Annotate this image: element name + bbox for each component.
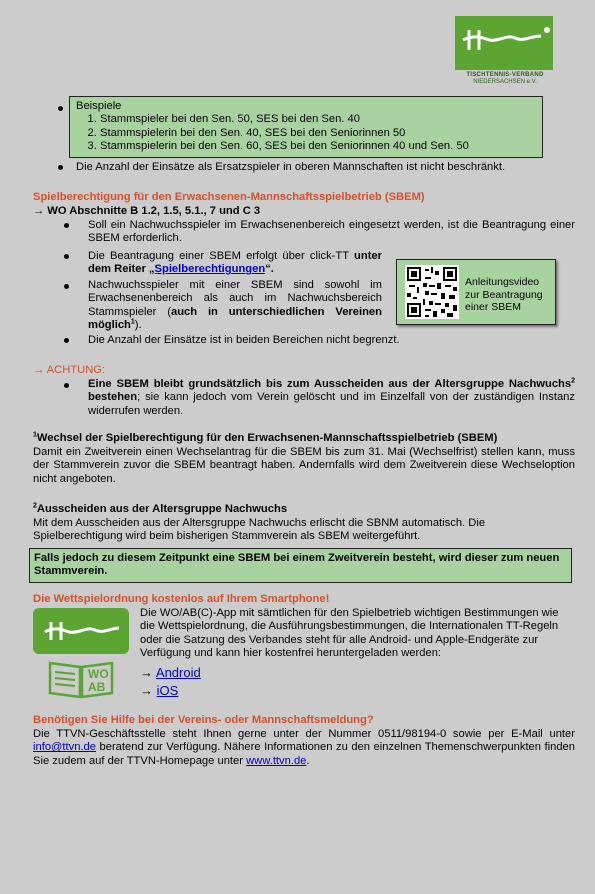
qr-code-icon[interactable]	[405, 265, 459, 319]
example-item: 1. Stammspieler bei den Sen. 50, SES bei den Sen. 40	[100, 113, 542, 126]
logo-icon	[455, 16, 553, 70]
android-link[interactable]: Android	[155, 665, 201, 680]
bullet	[64, 383, 69, 388]
footnote-2-title: $^2$Ausscheiden aus der Altersgruppe Nachwuchs	[33, 502, 288, 515]
ttvn-logo	[455, 16, 555, 84]
bullet	[64, 338, 69, 343]
ios-link[interactable]: iOS	[156, 683, 179, 698]
bullet	[64, 254, 69, 259]
example-item: 3. Stammspielerin bei den Sen. 60, SES bei den Seniorinnen 40 und Sen. 50	[100, 140, 542, 153]
bullet	[64, 223, 69, 228]
video-box[interactable]	[396, 259, 556, 325]
bullet	[58, 165, 63, 170]
sbem-reference: → WO Abschnitte B 1.2, 1.5, 5.1., 7 und C 3	[33, 205, 261, 217]
arrow-icon: →	[140, 665, 153, 680]
app-icon-book[interactable]	[46, 657, 116, 699]
sbem-bullet-1: Soll ein Nachwuchsspieler im Erwachsenenbereich eingesetzt werden, ist die Beantragung einer SBEM erforderlich.	[88, 219, 575, 245]
help-heading: Benötigen Sie Hilfe bei der Vereins- oder Mannschaftsmeldung?	[33, 714, 374, 726]
spielberechtigungen-link[interactable]: Spielberechtigungen	[154, 263, 266, 276]
help-text: Die TTVN-Geschäftsstelle steht Ihnen gerne unter der Nummer 0511/98194-0 sowie per E-Mail unter info@ttvn.de beratend zur Verfügung. Nähere Informationen zu den einzelnen Themenschwerpunkten finden Sie zudem auf der TTVN-Homepage unter www.ttvn.de.	[33, 728, 575, 767]
app-heading: Die Wettspielordnung kostenlos auf Ihrem Smartphone!	[33, 593, 330, 605]
android-row	[140, 665, 201, 681]
email-link[interactable]: info@ttvn.de	[33, 741, 96, 754]
arrow-icon: →	[140, 683, 153, 698]
sbem-heading: Spielberechtigung für den Erwachsenen-Mannschaftsspielbetrieb (SBEM)	[33, 191, 425, 203]
sbem-bullet-2: Die Beantragung einer SBEM erfolgt über click-TT unter dem Reiter „Spielberechtigungen“.	[88, 250, 382, 276]
arrow-icon: →	[33, 205, 45, 217]
achtung-label: → ACHTUNG:	[33, 364, 106, 376]
footnote-2-box: Falls jedoch zu diesem Zeitpunkt eine SBEM bei einem Zweitverein besteht, wird dieser zum neuen Stammverein.	[29, 548, 572, 583]
examples-title: Beispiele	[76, 100, 122, 112]
footnote-2-text: Mit dem Ausscheiden aus der Altersgruppe Nachwuchs erlischt die SBNM automatisch. Die Spielberechtigung wird beim bisherigen Stammverein als SBEM weitergeführt.	[33, 517, 486, 543]
website-link[interactable]: www.ttvn.de	[246, 754, 307, 767]
footnote-1-text: Damit ein Zweitverein einen Wechselantrag für die SBEM bis zum 31. Mai (Wechselfrist) stellen kann, muss der Stammverein zuvor die SBEM beantragt haben. Andernfalls wird dem Zweitverein diese Wechseloption nicht angeboten.	[33, 446, 575, 485]
examples-box	[69, 96, 543, 158]
bullet	[64, 284, 69, 289]
video-label[interactable]: Anleitungsvideo zur Beantragung einer SBEM	[465, 276, 543, 313]
book-label-ab: AB	[88, 680, 106, 694]
sbem-bullet-3: Nachwuchsspieler mit einer SBEM sind sowohl im Erwachsenenbereich als auch im Nachwuchsbereich Stammspieler (auch in unterschiedlichen Vereinen möglich$^1$).	[88, 279, 382, 332]
app-icon-ttvn[interactable]	[33, 608, 129, 654]
logo-subtitle: TISCHTENNIS-VERBAND	[466, 72, 544, 78]
book-label-wo: WO	[88, 667, 109, 681]
logo-subtitle-2: NIEDERSACHSEN e.V.	[473, 79, 537, 85]
bullet	[58, 106, 63, 111]
achtung-text: Eine SBEM bleibt grundsätzlich bis zum Ausscheiden aus der Altersgruppe Nachwuchs$^2$ bestehen; sie kann jedoch vom Verein gelöscht und im Einzelfall von der zuständigen Instanz widerrufen werden.	[88, 377, 575, 417]
unlimited-note: Die Anzahl der Einsätze als Ersatzspieler in oberen Mannschaften ist nicht beschränkt.	[76, 161, 506, 173]
ios-row	[140, 683, 178, 699]
example-item: 2. Stammspielerin bei den Sen. 40, SES bei den Seniorinnen 50	[100, 127, 542, 140]
footnote-1-title: $^1$Wechsel der Spielberechtigung für den Erwachsenen-Mannschaftsspielbetrieb (SBEM)	[33, 431, 498, 444]
app-text: Die WO/AB(C)-App mit sämtlichen für den Spielbetrieb wichtigen Bestimmungen wie die Wettspielordnung, die Ausführungsbestimmungen, die Internationalen TT-Regeln oder die Satzung des Verbandes steht für alle Android- und Apple-Endgeräte zur Verfügung und kann hier kostenfrei heruntergeladen werden:	[140, 607, 559, 660]
sbem-bullet-4: Die Anzahl der Einsätze ist in beiden Bereichen nicht begrenzt.	[88, 334, 400, 346]
